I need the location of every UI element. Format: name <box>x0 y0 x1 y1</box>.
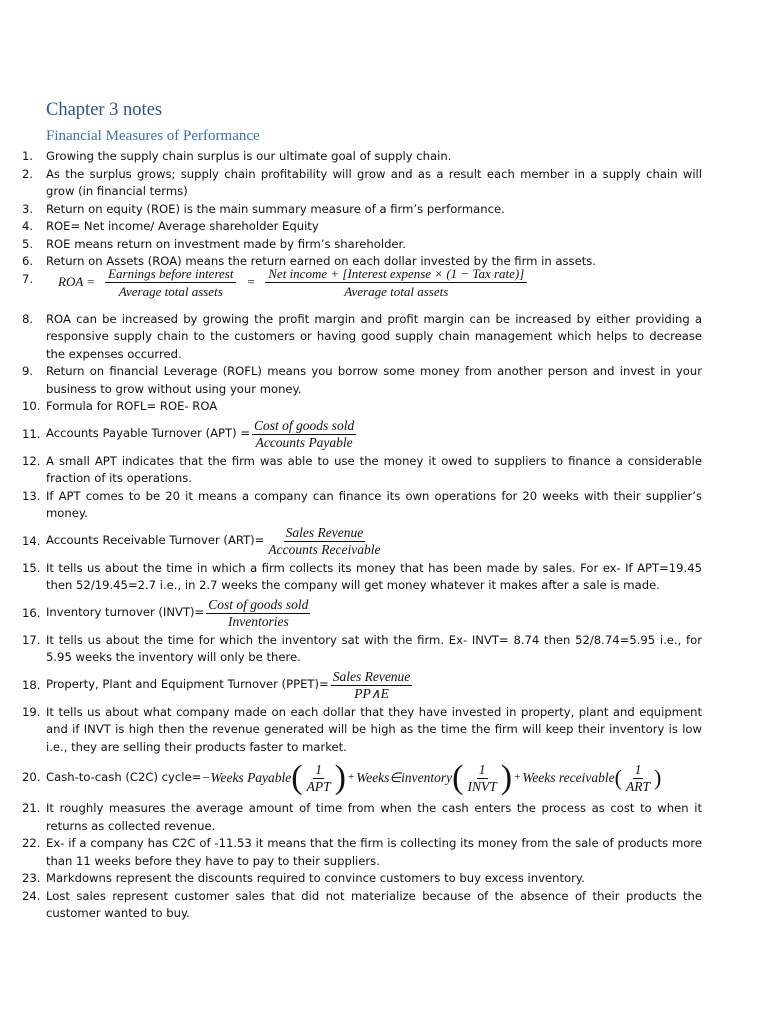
list-item-invt: 16. Inventory turnover (INVT)= $\frac{\text{Cost of goods sold}}{\text{Inventories}}$ <box>22 596 309 629</box>
list-item: 23. Markdowns represent the discounts required to convince customers to buy excess inventory. <box>22 871 585 885</box>
list-item: 15. It tells us about the time in which a firm collects its money that has been made by sales. For ex- If APT=19.45 then 52/19.45=2.7 i.e., in 2.7 weeks the company will get money whatever it makes after a sale is made. <box>22 560 702 592</box>
c2c-formula: −Weeks Payable ( $\frac{1}{\text{APT}}$ ) + Weeks∈inventory ( $\frac{1}{\text{INVT}}$ ) + Weeks receivable ( $\frac{1}{\text{ART}}$ ) <box>201 759 662 796</box>
ppet-fraction: $\frac{\text{Sales Revenue}}{PP\wedge E}$ <box>332 668 411 701</box>
c2c-fraction-art: $\frac{1}{\text{ART}}$ <box>625 761 650 794</box>
roa-fraction-2: $\frac{\text{Net income + [Interest expense × (1 − Tax rate)]}}{\text{Average total assets}}$ <box>265 265 527 300</box>
roa-fraction-1: $\frac{\text{Earnings before interest}}{\text{Average total assets}}$ <box>105 265 236 300</box>
list-item-art: 14. Accounts Receivable Turnover (ART)= $\frac{\text{Sales Revenue}}{\text{Accounts Receivable}}$ <box>22 524 381 557</box>
c2c-fraction-apt: $\frac{1}{\text{APT}}$ <box>306 761 331 794</box>
list-item: 21. It roughly measures the average amount of time from when the cash enters the process as cost to when it returns as collected revenue. <box>22 801 702 833</box>
list-item: 12. A small APT indicates that the firm was able to use the money it owed to suppliers to finance a considerable fraction of its operations. <box>22 453 702 485</box>
list-item-c2c: 20. Cash-to-cash (C2C) cycle= −Weeks Payable ( $\frac{1}{\text{APT}}$ ) + Weeks∈inventory ( $\frac{1}{\text{INVT}}$ ) + Weeks receivable ( $\frac{1}{\text{ART}}$ ) <box>22 759 662 796</box>
roa-label: ROA = <box>58 274 96 290</box>
notes-list <box>0 148 702 923</box>
list-item: 9. Return on financial Leverage (ROFL) means you borrow some money from another person and invest in your business to grow without using your money. <box>22 364 702 396</box>
list-item: 5. ROE means return on investment made by firm’s shareholder. <box>22 236 406 251</box>
list-item: 1. Growing the supply chain surplus is our ultimate goal of supply chain. <box>22 149 452 163</box>
list-item: 13. If APT comes to be 20 it means a company can finance its own operations for 20 weeks with their supplier’s money. <box>22 488 702 520</box>
c2c-fraction-invt: $\frac{1}{\text{INVT}}$ <box>467 761 497 794</box>
list-item-ppet: 18. Property, Plant and Equipment Turnover (PPET)= $\frac{\text{Sales Revenue}}{PP\wedge E}$ <box>22 668 411 701</box>
list-item: 10. Formula for ROFL= ROE- ROA <box>22 399 218 413</box>
list-item: 2. As the surplus grows; supply chain profitability will grow and as a result each member in a supply chain will grow (in financial terms) <box>22 166 702 198</box>
invt-fraction: $\frac{\text{Cost of goods sold}}{\text{Inventories}}$ <box>208 596 309 629</box>
apt-fraction: $\frac{\text{Cost of goods sold}}{\text{Accounts Payable}}$ <box>254 417 355 450</box>
equals-sign: = <box>246 274 256 290</box>
list-item: 19. It tells us about what company made on each dollar that they have invested in property, plant and equipment and if INVT is high then the revenue generated will be high as the time the firm will keep their inventory is low i.e., they are selling their products faster to market. <box>22 704 702 754</box>
art-fraction: $\frac{\text{Sales Revenue}}{\text{Accounts Receivable}}$ <box>268 524 381 557</box>
list-item: 4. ROE= Net income/ Average shareholder Equity <box>22 219 319 233</box>
list-item: 6. Return on Assets (ROA) means the return earned on each dollar invested by the firm in assets. <box>22 254 596 268</box>
list-item: 24. Lost sales represent customer sales that did not materialize because of the absence of their products the customer wanted to buy. <box>22 888 702 920</box>
page-subtitle: Financial Measures of Performance <box>46 128 260 144</box>
list-item: 17. It tells us about the time for which the inventory sat with the firm. Ex- INVT= 8.74 then 52/8.74=5.95 i.e., for 5.95 weeks the inventory will only be there. <box>22 632 702 664</box>
page-title: Chapter 3 notes <box>46 100 163 120</box>
list-item-apt: 11. Accounts Payable Turnover (APT) = $\frac{\text{Cost of goods sold}}{\text{Accounts Payable}}$ <box>22 417 355 450</box>
list-item: 22. Ex- if a company has C2C of -11.53 it means that the firm is collecting its money from the sale of products more than 11 weeks before they have to pay to their suppliers. <box>22 836 702 868</box>
list-item-roa-formula: 7. ROA = $\frac{\text{Earnings before interest}}{\text{Average total assets}}$ = $\frac{\text{Net income + [Interest expense × (1 − Tax rate)]}}{\text{Average total assets}}$ <box>0 271 702 311</box>
list-item: 3. Return on equity (ROE) is the main summary measure of a firm’s performance. <box>22 201 505 216</box>
list-item: 8. ROA can be increased by growing the profit margin and profit margin can be increased by either providing a responsive supply chain to the customers or having good supply chain management which helps to decrease the expenses occurred. <box>22 311 702 361</box>
roa-formula <box>58 265 529 300</box>
